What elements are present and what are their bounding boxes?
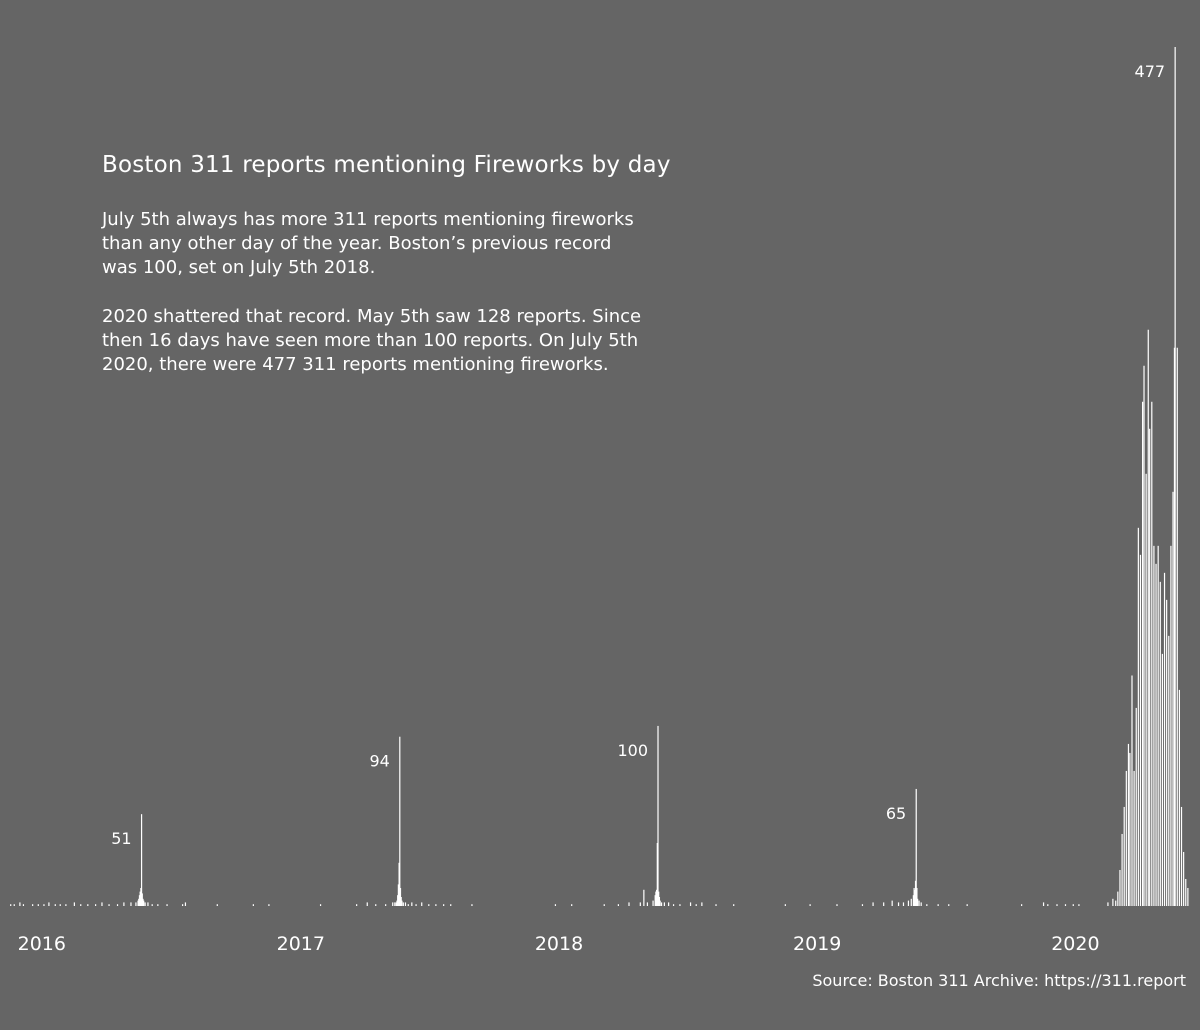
- bar-2020-06-11: [1158, 546, 1159, 906]
- bar-2017-07-05: [399, 737, 400, 906]
- bar-2017-08-05: [421, 902, 422, 906]
- bar-2016-06-01: [117, 904, 118, 906]
- annotation-2016-07-05: 51: [111, 829, 132, 849]
- bar-2016-02-18: [43, 904, 44, 906]
- bar-2016-09-01: [182, 904, 183, 906]
- bar-2020-05-02: [1129, 753, 1130, 906]
- x-tick-label-2018: 2018: [534, 933, 584, 955]
- bar-2018-08-20: [690, 902, 691, 906]
- bar-2016-02-02: [32, 904, 33, 906]
- bar-2018-09-05: [701, 902, 702, 906]
- bar-2017-03-15: [320, 904, 321, 906]
- bar-2020-07-23: [1187, 888, 1188, 906]
- bar-2018-02-10: [555, 904, 556, 906]
- x-axis-ticks: [18, 933, 1100, 955]
- bar-2020-06-14: [1160, 582, 1161, 906]
- bar-2020-05-17: [1140, 555, 1141, 906]
- bar-2019-01-01: [785, 904, 786, 906]
- bar-2018-07-27: [673, 904, 674, 906]
- bar-2018-07-20: [668, 902, 669, 906]
- bar-2020-07-20: [1185, 879, 1186, 906]
- bar-2020-04-30: [1128, 744, 1129, 906]
- bar-2016-07-20: [152, 904, 153, 906]
- bar-2020-06-17: [1162, 654, 1163, 906]
- bar-2018-06-15: [643, 890, 644, 906]
- bar-2016-01-02: [10, 904, 11, 906]
- bar-2020-04-27: [1126, 771, 1127, 906]
- bars-group: [10, 47, 1188, 906]
- bar-2018-08-28: [696, 904, 697, 906]
- bar-2017-06-28: [394, 902, 395, 906]
- bar-2020-07-17: [1183, 852, 1184, 906]
- bar-2016-02-25: [48, 902, 49, 906]
- bar-2016-01-20: [23, 904, 24, 906]
- bar-2016-07-14: [147, 902, 148, 906]
- bar-2020-01-01: [1043, 902, 1044, 906]
- bar-2017-06-25: [392, 902, 393, 906]
- x-tick-label-2016: 2016: [17, 933, 66, 955]
- bar-2017-06-01: [375, 904, 376, 906]
- bar-2017-07-10: [403, 902, 404, 906]
- bar-2018-06-10: [640, 902, 641, 906]
- bar-2016-03-12: [60, 904, 61, 906]
- bar-2020-05-22: [1143, 366, 1144, 906]
- bar-2018-10-20: [733, 904, 734, 906]
- bar-2016-06-20: [130, 902, 131, 906]
- bar-2018-07-05: [657, 726, 658, 906]
- bar-2016-07-05: [141, 814, 142, 906]
- bar-2020-04-18: [1119, 870, 1120, 906]
- bar-2020-06-05: [1153, 546, 1154, 906]
- x-tick-label-2020: 2020: [1051, 933, 1100, 955]
- bar-2019-07-07: [917, 899, 918, 906]
- bar-2018-05-25: [628, 902, 629, 906]
- bar-2016-06-27: [135, 902, 136, 906]
- bar-2019-07-09: [918, 901, 919, 906]
- x-tick-label-2019: 2019: [793, 933, 842, 955]
- bar-2019-06-01: [892, 901, 893, 906]
- bar-2020-01-07: [1047, 904, 1048, 906]
- bar-2017-07-13: [405, 902, 406, 906]
- bar-2016-01-07: [14, 904, 15, 906]
- bar-2017-09-05: [443, 904, 444, 906]
- bar-2019-05-05: [872, 902, 873, 906]
- bar-2020-04-21: [1121, 834, 1122, 906]
- bar-2020-05-05: [1131, 675, 1132, 906]
- bar-2020-05-20: [1142, 402, 1143, 906]
- bar-2019-04-20: [862, 904, 863, 906]
- bar-2020-05-14: [1138, 528, 1139, 906]
- bar-2020-07-08: [1177, 348, 1178, 906]
- chart-title: Boston 311 reports mentioning Fireworks by day: [102, 152, 671, 178]
- bar-2016-04-10: [80, 904, 81, 906]
- bar-2016-05-01: [95, 904, 96, 906]
- bar-2016-03-20: [65, 904, 66, 906]
- bar-2019-09-15: [967, 904, 968, 906]
- bar-2018-07-08: [660, 901, 661, 906]
- source-credit: Source: Boston 311 Archive: https://311.report: [812, 971, 1186, 990]
- bar-2020-04-12: [1115, 901, 1116, 906]
- bar-2018-03-05: [571, 904, 572, 906]
- bar-2020-06-02: [1151, 402, 1152, 906]
- bar-2017-05-05: [356, 904, 357, 906]
- bar-2020-07-05: [1175, 47, 1176, 906]
- bar-2016-09-05: [185, 902, 186, 906]
- bar-2017-01-01: [268, 904, 269, 906]
- bar-2016-10-20: [217, 904, 218, 906]
- bar-2017-07-28: [415, 904, 416, 906]
- bar-2017-05-20: [367, 902, 368, 906]
- bar-2016-07-10: [145, 902, 146, 906]
- bar-2016-07-28: [157, 904, 158, 906]
- bar-2016-07-08: [143, 901, 144, 906]
- bar-2019-05-20: [883, 902, 884, 906]
- bar-2018-08-05: [679, 904, 680, 906]
- bar-2017-08-15: [428, 904, 429, 906]
- bar-2020-06-23: [1166, 600, 1167, 906]
- bar-2016-05-10: [101, 902, 102, 906]
- bar-2019-08-20: [948, 904, 949, 906]
- bar-2020-02-01: [1065, 904, 1066, 906]
- bar-2020-05-11: [1136, 708, 1137, 906]
- peak-annotations: [111, 62, 1165, 848]
- bar-2017-08-25: [435, 904, 436, 906]
- bar-2017-07-08: [401, 901, 402, 906]
- bar-2020-05-25: [1146, 474, 1147, 906]
- bar-2017-06-15: [385, 904, 386, 906]
- bar-2019-07-12: [921, 902, 922, 906]
- bar-2016-01-15: [19, 902, 20, 906]
- bar-2016-06-10: [123, 902, 124, 906]
- bar-2018-04-20: [604, 904, 605, 906]
- bar-2020-02-12: [1073, 904, 1074, 906]
- bar-2017-07-17: [408, 904, 409, 906]
- x-tick-label-2017: 2017: [276, 933, 325, 955]
- bar-2016-03-05: [55, 904, 56, 906]
- bar-2020-07-02: [1172, 492, 1173, 906]
- bar-2016-02-10: [38, 904, 39, 906]
- bar-2020-02-20: [1078, 904, 1079, 906]
- bar-2020-04-15: [1117, 892, 1118, 906]
- bar-2017-10-15: [471, 904, 472, 906]
- bar-2020-07-11: [1179, 690, 1180, 906]
- annotation-2019-07-05: 65: [885, 803, 907, 823]
- bar-2020-07-14: [1181, 807, 1182, 906]
- bar-2019-06-24: [908, 901, 909, 906]
- bar-2019-07-20: [926, 904, 927, 906]
- bar-2019-12-01: [1021, 904, 1022, 906]
- annotation-2017-07-05: 94: [369, 751, 390, 771]
- bar-2019-06-28: [911, 899, 912, 906]
- description-paragraph-1: July 5th always has more 311 reports mentioning fireworks than any other day of the year. Boston’s previous record was 100, set on July 5th 2018.: [102, 209, 634, 278]
- bar-2019-02-05: [810, 904, 811, 906]
- bar-2020-01-20: [1056, 904, 1057, 906]
- bar-2019-06-17: [903, 902, 904, 906]
- bar-2018-09-25: [715, 904, 716, 906]
- bar-2020-04-08: [1112, 899, 1113, 906]
- bar-2020-06-26: [1168, 636, 1169, 906]
- bar-2020-06-20: [1164, 573, 1165, 906]
- bar-2018-07-14: [664, 902, 665, 906]
- bar-2018-05-10: [618, 904, 619, 906]
- bar-2016-08-10: [166, 904, 167, 906]
- bar-2016-04-20: [87, 904, 88, 906]
- bar-2020-04-24: [1124, 807, 1125, 906]
- bar-2017-09-15: [450, 904, 451, 906]
- annotation-2020-07-05: 477: [1134, 62, 1166, 81]
- bar-2017-07-22: [411, 902, 412, 906]
- bar-2016-05-20: [108, 904, 109, 906]
- annotation-2018-07-05: 100: [617, 740, 648, 760]
- description-paragraph-2: 2020 shattered that record. May 5th saw 128 reports. Since then 16 days have seen more than 100 reports. On July 5th 2020, there were 477 311 reports mentioning fireworks.: [102, 306, 642, 375]
- bar-2018-07-10: [661, 902, 662, 906]
- bar-2016-12-10: [253, 904, 254, 906]
- bar-2019-08-05: [938, 904, 939, 906]
- bar-2018-06-28: [652, 901, 653, 906]
- bar-2020-04-01: [1107, 902, 1108, 906]
- bar-2020-05-28: [1148, 330, 1149, 906]
- bar-2020-05-08: [1134, 771, 1135, 906]
- bar-2020-06-08: [1155, 564, 1156, 906]
- bar-2016-04-01: [74, 902, 75, 906]
- bar-2020-06-29: [1170, 546, 1171, 906]
- bar-2019-03-15: [836, 904, 837, 906]
- bar-2018-06-20: [647, 902, 648, 906]
- bar-2019-06-10: [898, 902, 899, 906]
- bar-2020-05-30: [1149, 429, 1150, 906]
